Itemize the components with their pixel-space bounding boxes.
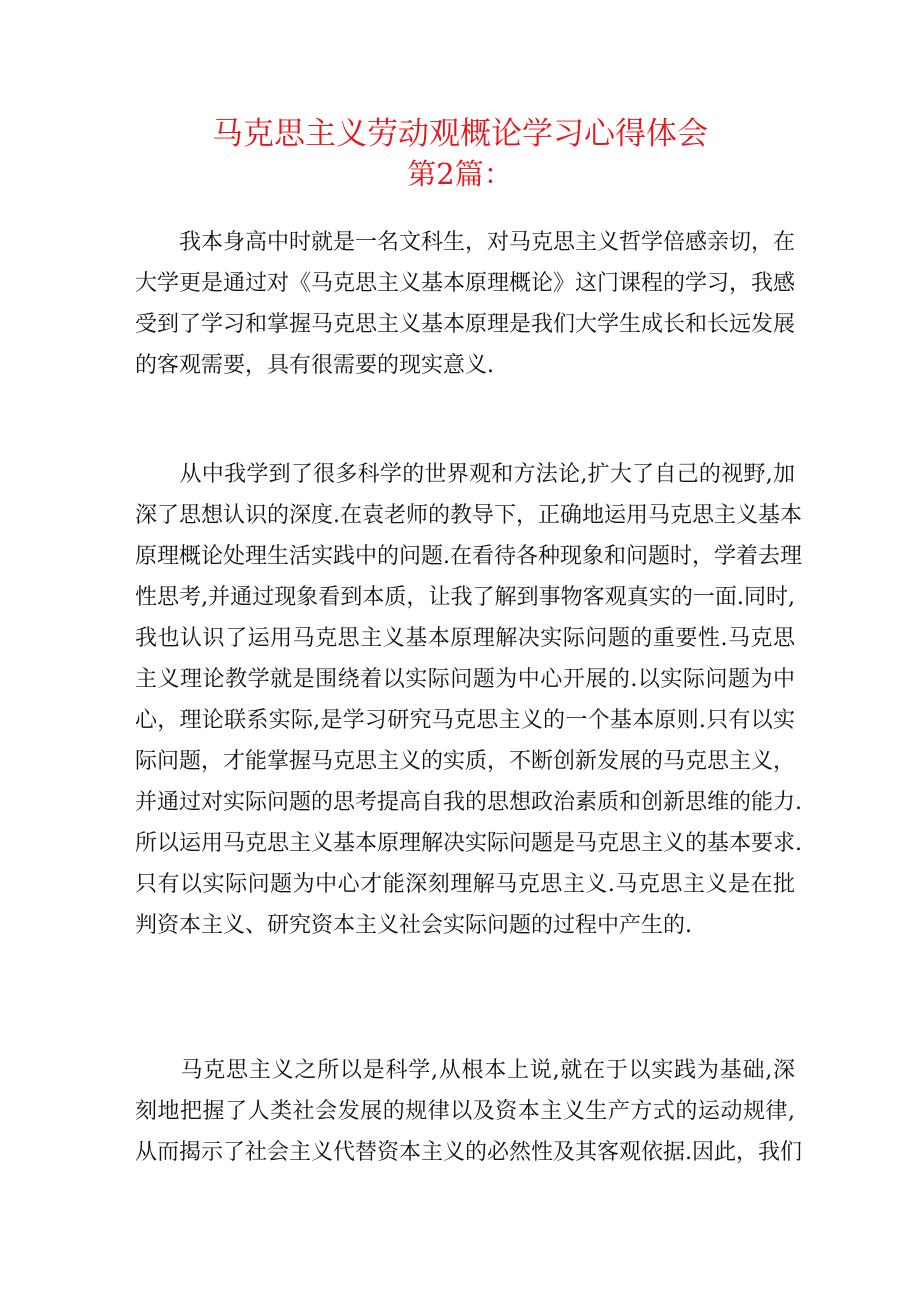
text-line: 从而揭示了社会主义代替资本主义的必然性及其客观依据.因此，我们	[135, 1140, 802, 1165]
document-title: 马克思主义劳动观概论学习心得体会	[212, 116, 708, 152]
text-line: 的客观需要，具有很需要的现实意义.	[135, 353, 494, 378]
document-subtitle: 第2篇：	[407, 157, 513, 191]
text-line: 我也认识了运用马克思主义基本原理解决实际问题的重要性.马克思	[135, 626, 795, 651]
text-line: 马克思主义之所以是科学,从根本上说,就在于以实践为基础,深	[135, 1058, 795, 1083]
paragraph-3	[135, 1050, 802, 1173]
document-body	[135, 0, 802, 1301]
text-line: 并通过对实际问题的思考提高自我的思想政治素质和创新思维的能力.	[135, 790, 802, 815]
text-line: 原理概论处理生活实践中的问题.在看待各种现象和问题时，学着去理	[135, 544, 802, 569]
paragraph-1	[135, 222, 795, 386]
text-line: 判资本主义、研究资本主义社会实际问题的过程中产生的.	[135, 913, 692, 938]
text-line: 大学更是通过对《马克思主义基本原理概论》这门课程的学习，我感	[135, 271, 796, 296]
text-line: 所以运用马克思主义基本原理解决实际问题是马克思主义的基本要求.	[135, 831, 802, 856]
text-line: 性思考,并通过现象看到本质，让我了解到事物客观真实的一面.同时,	[135, 585, 795, 610]
text-line: 主义理论教学就是围绕着以实际问题为中心开展的.以实际问题为中	[135, 667, 795, 692]
text-line: 刻地把握了人类社会发展的规律以及资本主义生产方式的运动规律,	[135, 1099, 795, 1124]
text-line: 只有以实际问题为中心才能深刻理解马克思主义.马克思主义是在批	[135, 872, 795, 897]
text-line: 深了思想认识的深度.在袁老师的教导下，正确地运用马克思主义基本	[135, 503, 802, 528]
text-line: 心，理论联系实际,是学习研究马克思主义的一个基本原则.只有以实	[135, 708, 795, 733]
text-line: 受到了学习和掌握马克思主义基本原理是我们大学生成长和长远发展	[135, 312, 796, 337]
text-line: 际问题，才能掌握马克思主义的实质，不断创新发展的马克思主义，	[135, 749, 796, 774]
text-line: 从中我学到了很多科学的世界观和方法论,扩大了自己的视野,加	[135, 462, 795, 487]
paragraph-2	[135, 454, 802, 946]
text-line: 我本身高中时就是一名文科生，对马克思主义哲学倍感亲切，在	[135, 230, 796, 255]
